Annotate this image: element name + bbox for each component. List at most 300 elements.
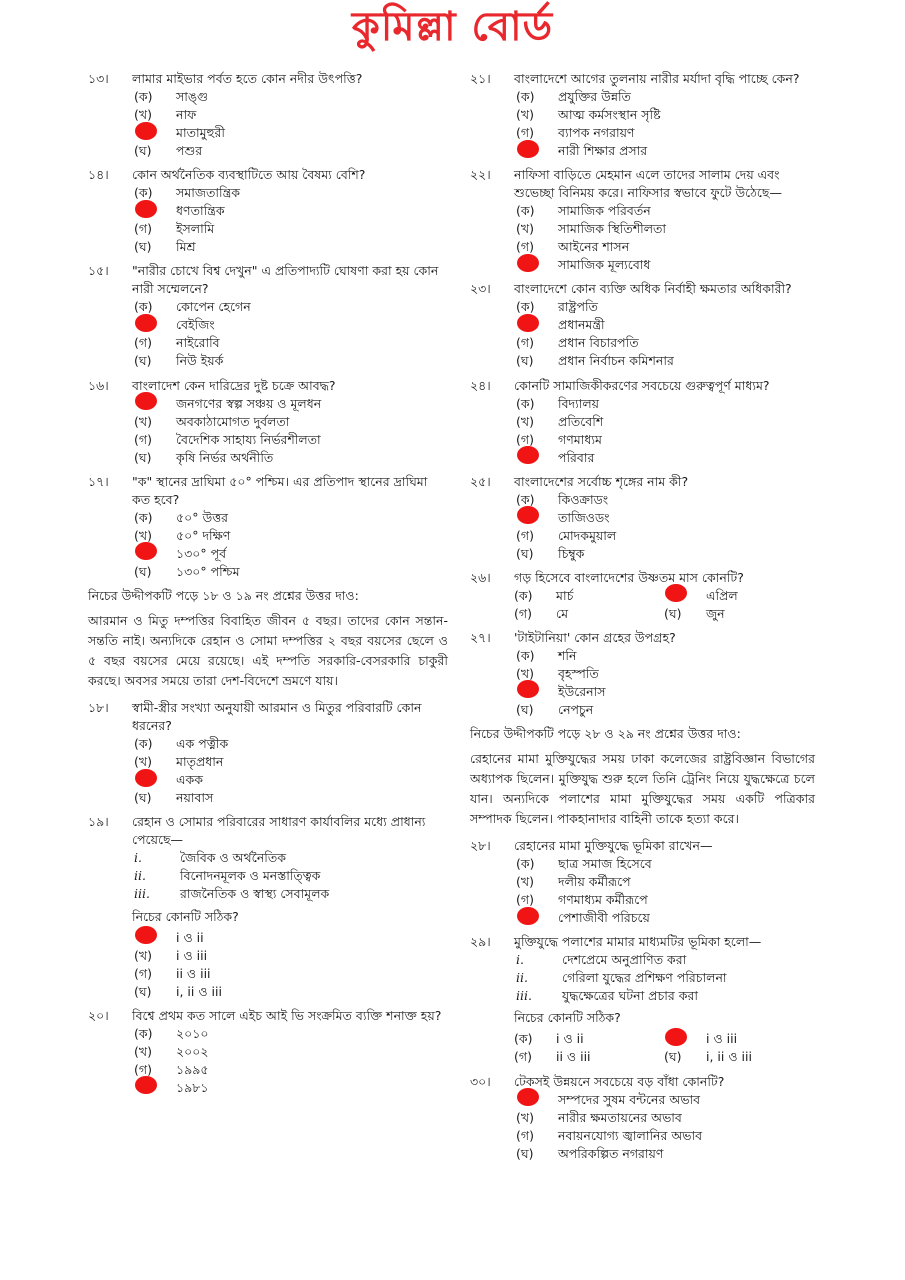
option-text: ইউরেনাস xyxy=(558,683,606,699)
option-0[interactable] xyxy=(514,587,664,605)
statement-text: দেশপ্রেমে অনুপ্রাণিত করা xyxy=(562,952,687,968)
option-text: গণমাধ্যম কর্মীরূপে xyxy=(558,892,648,908)
option-3[interactable] xyxy=(132,563,448,581)
option-label xyxy=(516,140,558,163)
option-2[interactable] xyxy=(132,965,448,983)
option-text: আত্ম কর্মসংস্থান সৃষ্টি xyxy=(558,107,661,123)
option-3[interactable] xyxy=(664,1049,814,1067)
option-text: প্রধান নির্বাচন কমিশনার xyxy=(558,353,674,369)
option-text: মোদকমুয়াল xyxy=(558,527,617,543)
answer-mark-icon xyxy=(135,769,157,787)
question-q13 xyxy=(88,70,448,160)
statement-item xyxy=(132,886,448,904)
answer-mark-icon xyxy=(135,314,157,332)
option-label: (ঘ) xyxy=(516,545,534,561)
option-3[interactable] xyxy=(514,142,815,160)
question-body xyxy=(514,837,815,927)
option-3[interactable] xyxy=(514,353,815,371)
option-text: ধণতান্ত্রিক xyxy=(176,203,225,219)
option-1[interactable] xyxy=(132,753,448,771)
option-label: (ক) xyxy=(516,491,535,507)
option-text: চিম্বুক xyxy=(558,545,585,561)
option-label: (ক) xyxy=(516,395,535,411)
option-label: (গ) xyxy=(134,965,152,981)
option-row xyxy=(514,1031,815,1049)
option-label: (খ) xyxy=(134,947,152,963)
option-label: (গ) xyxy=(134,1061,152,1077)
option-text: বৈদেশিক সাহায্য নির্ভরশীলতা xyxy=(176,431,321,447)
option-text: ব্যাপক নগরায়ণ xyxy=(558,125,635,141)
option-1[interactable] xyxy=(514,509,815,527)
option-0[interactable] xyxy=(514,491,815,509)
statement-numeral: i. xyxy=(134,850,142,866)
right-column xyxy=(470,70,815,1169)
option-0[interactable] xyxy=(132,929,448,947)
option-label: (খ) xyxy=(516,874,534,890)
question-text: রেহান ও সোমার পরিবারের সাধারণ কার্যাবলির মধ্যে প্রাধান্য পেয়েছে— xyxy=(132,814,426,848)
option-label: (ক) xyxy=(514,587,533,603)
question-text: কোনটি সামাজিকীকরণের সবচেয়ে গুরুত্বপূর্ণ মাধ্যম? xyxy=(514,377,770,393)
question-number: ২০। xyxy=(88,1007,109,1023)
question-text: বাংলাদেশে কোন ব্যক্তি অধিক নির্বাহী ক্ষমতার অধিকারী? xyxy=(514,281,792,297)
question-number: ৩০। xyxy=(470,1073,491,1089)
question-body xyxy=(514,569,815,623)
option-text: নিউ ইয়র্ক xyxy=(176,353,224,369)
option-label: (ঘ) xyxy=(516,701,534,717)
option-text: একক xyxy=(176,772,203,788)
question-text: কোন অর্থনৈতিক ব্যবস্থাটিতে আয় বৈষম্য বেশি? xyxy=(132,167,366,183)
option-label: (খ) xyxy=(516,665,534,681)
question-body xyxy=(132,377,448,467)
option-label: (গ) xyxy=(134,221,152,237)
option-text: নারী শিক্ষার প্রসার xyxy=(558,143,648,159)
stimulus-instruction: নিচের উদ্দীপকটি পড়ে ১৮ ও ১৯ নং প্রশ্নের উত্তর দাও: xyxy=(88,587,359,603)
option-3[interactable] xyxy=(132,983,448,1001)
question-text: স্বামী-স্ত্রীর সংখ্যা অনুযায়ী আরমান ও মিতুর পরিবারটি কোন ধরনের? xyxy=(132,700,422,734)
option-0[interactable] xyxy=(132,509,448,527)
question-q16 xyxy=(88,377,448,467)
option-3[interactable] xyxy=(514,545,815,563)
sub-question: নিচের কোনটি সঠিক? xyxy=(132,908,239,924)
question-text: লামার মাইভার পর্বত হতে কোন নদীর উৎপত্তি? xyxy=(132,71,363,86)
option-label xyxy=(516,254,558,277)
question-body xyxy=(514,377,815,467)
statement-item xyxy=(132,868,448,886)
option-2[interactable] xyxy=(514,238,815,256)
option-text: কোপেন হেগেন xyxy=(176,299,251,315)
answer-mark-icon xyxy=(665,1028,687,1046)
option-1[interactable] xyxy=(132,1043,448,1061)
option-text: বৃহস্পতি xyxy=(558,665,599,681)
question-body xyxy=(514,1073,815,1163)
option-text: প্রধান বিচারপতি xyxy=(558,335,639,351)
option-text: ২০১০ xyxy=(176,1025,209,1041)
question-body xyxy=(514,166,815,274)
option-text: প্রধানমন্ত্রী xyxy=(558,317,605,333)
option-text: ii ও iii xyxy=(556,1049,591,1065)
option-0[interactable] xyxy=(514,855,815,873)
question-number: ২৬। xyxy=(470,569,491,585)
option-3[interactable] xyxy=(132,449,448,467)
option-1[interactable] xyxy=(132,317,448,335)
answer-mark-icon xyxy=(135,200,157,218)
stimulus-instruction: নিচের উদ্দীপকটি পড়ে ২৮ ও ২৯ নং প্রশ্নের উত্তর দাও: xyxy=(470,726,741,741)
option-label: (খ) xyxy=(134,107,152,123)
option-text: i ও iii xyxy=(176,947,208,963)
option-label: (গ) xyxy=(516,431,534,447)
question-text: গড় হিসেবে বাংলাদেশের উষ্ণতম মাস কোনটি? xyxy=(514,569,744,585)
question-q27 xyxy=(470,629,815,719)
option-3[interactable] xyxy=(132,238,448,256)
option-text: ১৩০° পূর্ব xyxy=(176,545,227,561)
option-text: ১৩০° পশ্চিম xyxy=(176,563,240,579)
statement-item xyxy=(514,969,815,987)
option-text: ১৯৯৫ xyxy=(176,1061,209,1077)
question-body xyxy=(132,473,448,581)
option-1[interactable] xyxy=(514,220,815,238)
option-text: ১৯৮১ xyxy=(176,1079,209,1095)
question-q21 xyxy=(470,70,815,160)
question-number: ২৯। xyxy=(470,934,491,950)
left-column xyxy=(88,70,448,1103)
option-row xyxy=(514,1049,815,1067)
option-label: (ঘ) xyxy=(134,449,152,465)
option-text: কিওক্রাডং xyxy=(558,491,609,507)
option-label: (ক) xyxy=(516,203,535,219)
stimulus-passage: রেহানের মামা মুক্তিযুদ্ধের সময় ঢাকা কলেজের রাষ্ট্রবিজ্ঞান বিভাগের অধ্যাপক ছিলেন। মুক্তিযুদ্ধ শুরু হলে তিনি ট্রেনিং নিয়ে যুদ্ধক্ষেত্রে চলে যান। অন্যদিকে পলাশের মামা মুক্তিযুদ্ধের সময় একটি পত্রিকার সম্পাদক ছিলেন। পাকহানাদার বাহিনী তাকে হত্যা করে। xyxy=(470,751,815,827)
option-0[interactable] xyxy=(514,88,815,106)
question-body xyxy=(514,473,815,563)
option-2[interactable] xyxy=(132,220,448,238)
option-label: (গ) xyxy=(516,527,534,543)
statement-numeral: iii. xyxy=(516,988,532,1004)
option-text: i ও ii xyxy=(556,1031,584,1047)
option-text: এক পত্নীক xyxy=(176,736,229,752)
question-body xyxy=(132,262,448,370)
option-text: পেশাজীবী পরিচয়ে xyxy=(558,910,650,926)
option-label: (ক) xyxy=(134,1025,153,1041)
option-2[interactable] xyxy=(132,431,448,449)
option-2[interactable] xyxy=(514,605,664,623)
question-number: ২১। xyxy=(470,71,491,86)
option-text: নেপচুন xyxy=(558,701,594,717)
option-row xyxy=(514,587,815,605)
statement-item xyxy=(132,850,448,868)
question-q20 xyxy=(88,1007,448,1097)
stimulus-passage: আরমান ও মিতু দম্পত্তির বিবাহিত জীবন ৫ বছর। তাদের কোন সন্তান-সন্ততি নাই। অন্যদিকে রেহান ও সোমা দম্পত্তির ২ বছর বয়সের ছেলে ও ৫ বছর বয়সের মেয়ে রয়েছে। এই দম্পতি সরকারি-বেসরকারি চাকুরী করছে। অবসর সময়ে তারা দেশ-বিদেশে ভ্রমণে যায়। xyxy=(88,613,448,688)
option-2[interactable] xyxy=(514,124,815,142)
question-number: ২৩। xyxy=(470,281,491,297)
option-label: (গ) xyxy=(516,892,534,908)
option-label: (গ) xyxy=(134,431,152,447)
option-text: ৫০° দক্ষিণ xyxy=(176,527,231,543)
option-label: (খ) xyxy=(134,413,152,429)
question-body xyxy=(132,166,448,256)
option-3[interactable] xyxy=(132,353,448,371)
option-text: সাঙ্গু xyxy=(176,89,209,105)
question-number: ১৫। xyxy=(88,263,109,279)
option-label: (ঘ) xyxy=(134,239,152,255)
statement-text: যুদ্ধক্ষেত্রের ঘটনা প্রচার করা xyxy=(562,988,698,1004)
question-text: 'টাইটানিয়া' কোন গ্রহের উপগ্রহ? xyxy=(514,629,676,645)
option-label xyxy=(134,1076,176,1099)
option-text: জনগণের স্বল্প সঞ্চয় ও মূলধন xyxy=(176,395,322,411)
option-label: (ক) xyxy=(516,856,535,872)
option-1[interactable] xyxy=(132,106,448,124)
question-body xyxy=(514,629,815,719)
question-text: "ক" স্থানের দ্রাঘিমা ৫০° পশ্চিম। এর প্রতিপাদ স্থানের দ্রাঘিমা কত হবে? xyxy=(132,473,428,507)
question-q17 xyxy=(88,473,448,581)
option-label: (খ) xyxy=(134,754,152,770)
option-label: (ক) xyxy=(134,299,153,315)
option-label: (ঘ) xyxy=(134,353,152,369)
option-3[interactable] xyxy=(514,449,815,467)
statement-numeral: ii. xyxy=(516,970,528,986)
option-3[interactable] xyxy=(132,142,448,160)
option-text: বেইজিং xyxy=(176,317,215,333)
question-number: ১৩। xyxy=(88,71,109,86)
question-q29 xyxy=(470,933,815,1066)
option-3[interactable] xyxy=(132,789,448,807)
question-q14 xyxy=(88,166,448,256)
option-text: সামাজিক স্থিতিশীলতা xyxy=(558,221,667,237)
question-q22 xyxy=(470,166,815,274)
option-2[interactable] xyxy=(132,335,448,353)
option-2[interactable] xyxy=(132,1061,448,1079)
option-text: ছাত্র সমাজ হিসেবে xyxy=(558,856,652,872)
option-text: পরিবার xyxy=(558,449,595,465)
option-text: রাষ্ট্রপতি xyxy=(558,299,598,315)
option-3[interactable] xyxy=(132,1079,448,1097)
option-2[interactable] xyxy=(514,431,815,449)
option-label: (খ) xyxy=(516,107,534,123)
question-q25 xyxy=(470,473,815,563)
option-text: এপ্রিল xyxy=(706,587,738,603)
question-number: ১৯। xyxy=(88,814,109,830)
option-text: পশুর xyxy=(176,143,203,159)
option-text: নবায়নযোগ্য জ্বালানির অভাব xyxy=(558,1127,703,1143)
option-label xyxy=(516,446,558,469)
option-1[interactable] xyxy=(132,527,448,545)
option-text: মিশ্র xyxy=(176,239,196,255)
option-text: i ও iii xyxy=(706,1031,738,1047)
question-number: ২৪। xyxy=(470,377,491,393)
option-label: (ঘ) xyxy=(664,605,682,621)
option-text: ৫০° উত্তর xyxy=(176,509,229,525)
option-label: (ঘ) xyxy=(134,983,152,999)
option-2[interactable] xyxy=(514,335,815,353)
answer-mark-icon xyxy=(665,584,687,602)
statement-text: বিনোদনমূলক ও মনস্তাত্ত্বিক xyxy=(180,868,321,884)
option-label: (ক) xyxy=(134,89,153,105)
option-label: (গ) xyxy=(516,239,534,255)
question-q26 xyxy=(470,569,815,623)
statement-numeral: iii. xyxy=(134,886,150,902)
question-body xyxy=(514,280,815,370)
option-0[interactable] xyxy=(132,735,448,753)
statement-text: জৈবিক ও অর্থনৈতিক xyxy=(180,850,286,866)
question-text: রেহানের মামা মুক্তিযুদ্ধে ভূমিকা রাখেন— xyxy=(514,838,713,854)
question-q30 xyxy=(470,1073,815,1163)
option-2[interactable] xyxy=(132,124,448,142)
question-q19 xyxy=(88,813,448,1000)
option-0[interactable] xyxy=(132,1025,448,1043)
question-text: বাংলাদেশের সর্বোচ্চ শৃঙ্গের নাম কী? xyxy=(514,473,689,489)
option-0[interactable] xyxy=(514,202,815,220)
option-label: (ক) xyxy=(134,509,153,525)
question-body xyxy=(132,813,448,1000)
option-0[interactable] xyxy=(514,1091,815,1109)
answer-mark-icon xyxy=(135,926,157,944)
question-body xyxy=(132,70,448,160)
answer-mark-icon xyxy=(517,254,539,272)
option-1[interactable] xyxy=(514,873,815,891)
question-body xyxy=(132,699,448,807)
answer-mark-icon xyxy=(517,506,539,524)
option-1[interactable] xyxy=(132,947,448,965)
option-text: মাতৃপ্রধান xyxy=(176,754,224,770)
question-number: ১৭। xyxy=(88,473,109,489)
answer-mark-icon xyxy=(517,907,539,925)
option-label: (ঘ) xyxy=(134,790,152,806)
option-label: (গ) xyxy=(516,1127,534,1143)
question-text: "নারীর চোখে বিশ্ব দেখুন" এ প্রতিপাদ্যটি ঘোষণা করা হয় কোন নারী সম্মেলনে? xyxy=(132,263,439,297)
option-text: জুন xyxy=(706,605,725,621)
option-label: (খ) xyxy=(516,1109,534,1125)
option-label: (ক) xyxy=(134,736,153,752)
option-2[interactable] xyxy=(514,1049,664,1067)
option-text: মাতামুহুরী xyxy=(176,125,225,141)
option-text: ইসলামি xyxy=(176,221,215,237)
option-label: (গ) xyxy=(516,125,534,141)
option-label: (ঘ) xyxy=(664,1049,682,1065)
option-0[interactable] xyxy=(514,299,815,317)
option-3[interactable] xyxy=(514,909,815,927)
option-0[interactable] xyxy=(132,88,448,106)
answer-mark-icon xyxy=(135,542,157,560)
option-1[interactable] xyxy=(514,413,815,431)
option-0[interactable] xyxy=(514,647,815,665)
option-label: (খ) xyxy=(134,1043,152,1059)
question-q18 xyxy=(88,699,448,807)
answer-mark-icon xyxy=(135,392,157,410)
question-body xyxy=(514,933,815,1066)
option-2[interactable] xyxy=(514,527,815,545)
option-label: (ক) xyxy=(516,89,535,105)
question-number: ২৭। xyxy=(470,629,491,645)
answer-mark-icon xyxy=(517,314,539,332)
option-2[interactable] xyxy=(132,771,448,789)
statement-numeral: i. xyxy=(516,952,524,968)
option-0[interactable] xyxy=(132,395,448,413)
option-label: (খ) xyxy=(516,413,534,429)
option-label: (ঘ) xyxy=(134,143,152,159)
option-text: সামাজিক মূল্যবোধ xyxy=(558,257,651,273)
statement-text: গেরিলা যুদ্ধের প্রশিক্ষণ পরিচালনা xyxy=(562,970,727,986)
option-text: প্রযুক্তির উন্নতি xyxy=(558,89,631,105)
option-text: আইনের শাসন xyxy=(558,239,630,255)
option-label: (খ) xyxy=(516,221,534,237)
option-label: (গ) xyxy=(134,335,152,351)
option-1[interactable] xyxy=(514,665,815,683)
option-label: (ঘ) xyxy=(516,353,534,369)
option-1[interactable] xyxy=(514,317,815,335)
question-number: ১৮। xyxy=(88,700,109,715)
option-text: মার্চ xyxy=(556,587,574,603)
question-number: ১৬। xyxy=(88,377,109,393)
question-q28 xyxy=(470,837,815,927)
option-1[interactable] xyxy=(132,413,448,431)
statement-text: রাজনৈতিক ও স্বাস্থ্য সেবামূলক xyxy=(180,886,330,902)
option-2[interactable] xyxy=(514,1127,815,1145)
question-number: ১৪। xyxy=(88,167,109,183)
option-label: (গ) xyxy=(516,335,534,351)
option-1[interactable] xyxy=(664,587,814,605)
option-label: (ঘ) xyxy=(516,1145,534,1161)
option-3[interactable] xyxy=(514,701,815,719)
option-text: শনি xyxy=(558,647,577,663)
question-body xyxy=(132,1007,448,1097)
option-0[interactable] xyxy=(514,1031,664,1049)
option-1[interactable] xyxy=(514,106,815,124)
option-3[interactable] xyxy=(514,1145,815,1163)
option-text: সামাজিক পরিবর্তন xyxy=(558,203,651,219)
question-number: ২৫। xyxy=(470,473,491,489)
option-text: নাফ xyxy=(176,107,197,123)
option-2[interactable] xyxy=(132,545,448,563)
option-text: অবকাঠামোগত দুর্বলতা xyxy=(176,413,290,429)
answer-mark-icon xyxy=(517,1088,539,1106)
question-text: বাংলাদেশে আগের তুলনায় নারীর মর্যাদা বৃদ্ধি পাচ্ছে কেন? xyxy=(514,71,800,86)
answer-mark-icon xyxy=(135,1076,157,1094)
option-1[interactable] xyxy=(132,202,448,220)
option-text: সম্পদের সুষম বন্টনের অভাব xyxy=(558,1091,701,1107)
option-2[interactable] xyxy=(514,683,815,701)
answer-mark-icon xyxy=(517,680,539,698)
option-text: ২০০২ xyxy=(176,1043,209,1059)
option-text: দলীয় কর্মীরূপে xyxy=(558,874,631,890)
statement-item xyxy=(514,987,815,1005)
option-text: বিদ্যালয় xyxy=(558,395,600,411)
question-text: বাংলাদেশ কেন দারিদ্রের দুষ্ট চক্রে আবদ্ধ? xyxy=(132,377,336,393)
option-2[interactable] xyxy=(514,891,815,909)
sub-question: নিচের কোনটি সঠিক? xyxy=(514,1010,621,1026)
option-text: তাজিওডং xyxy=(558,509,610,525)
question-body xyxy=(514,70,815,160)
option-0[interactable] xyxy=(514,395,815,413)
option-text: i, ii ও iii xyxy=(176,983,222,999)
option-text: নাইরোবি xyxy=(176,335,220,351)
option-3[interactable] xyxy=(664,605,814,623)
option-text: মে xyxy=(556,605,569,621)
statement-item xyxy=(514,951,815,969)
answer-mark-icon xyxy=(135,122,157,140)
option-text: সমাজতান্ত্রিক xyxy=(176,185,241,201)
option-text: নারীর ক্ষমতায়নের অভাব xyxy=(558,1109,682,1125)
question-q24 xyxy=(470,377,815,467)
statement-numeral: ii. xyxy=(134,868,146,884)
option-0[interactable] xyxy=(132,184,448,202)
option-0[interactable] xyxy=(132,299,448,317)
option-text: কৃষি নির্ভর অর্থনীতি xyxy=(176,449,274,465)
question-q15 xyxy=(88,262,448,370)
question-text: টেকসই উন্নয়নে সবচেয়ে বড় বাঁধা কোনটি? xyxy=(514,1073,725,1089)
option-3[interactable] xyxy=(514,256,815,274)
option-1[interactable] xyxy=(664,1031,814,1049)
option-text: i, ii ও iii xyxy=(706,1049,752,1065)
option-text: i ও ii xyxy=(176,929,204,945)
option-1[interactable] xyxy=(514,1109,815,1127)
